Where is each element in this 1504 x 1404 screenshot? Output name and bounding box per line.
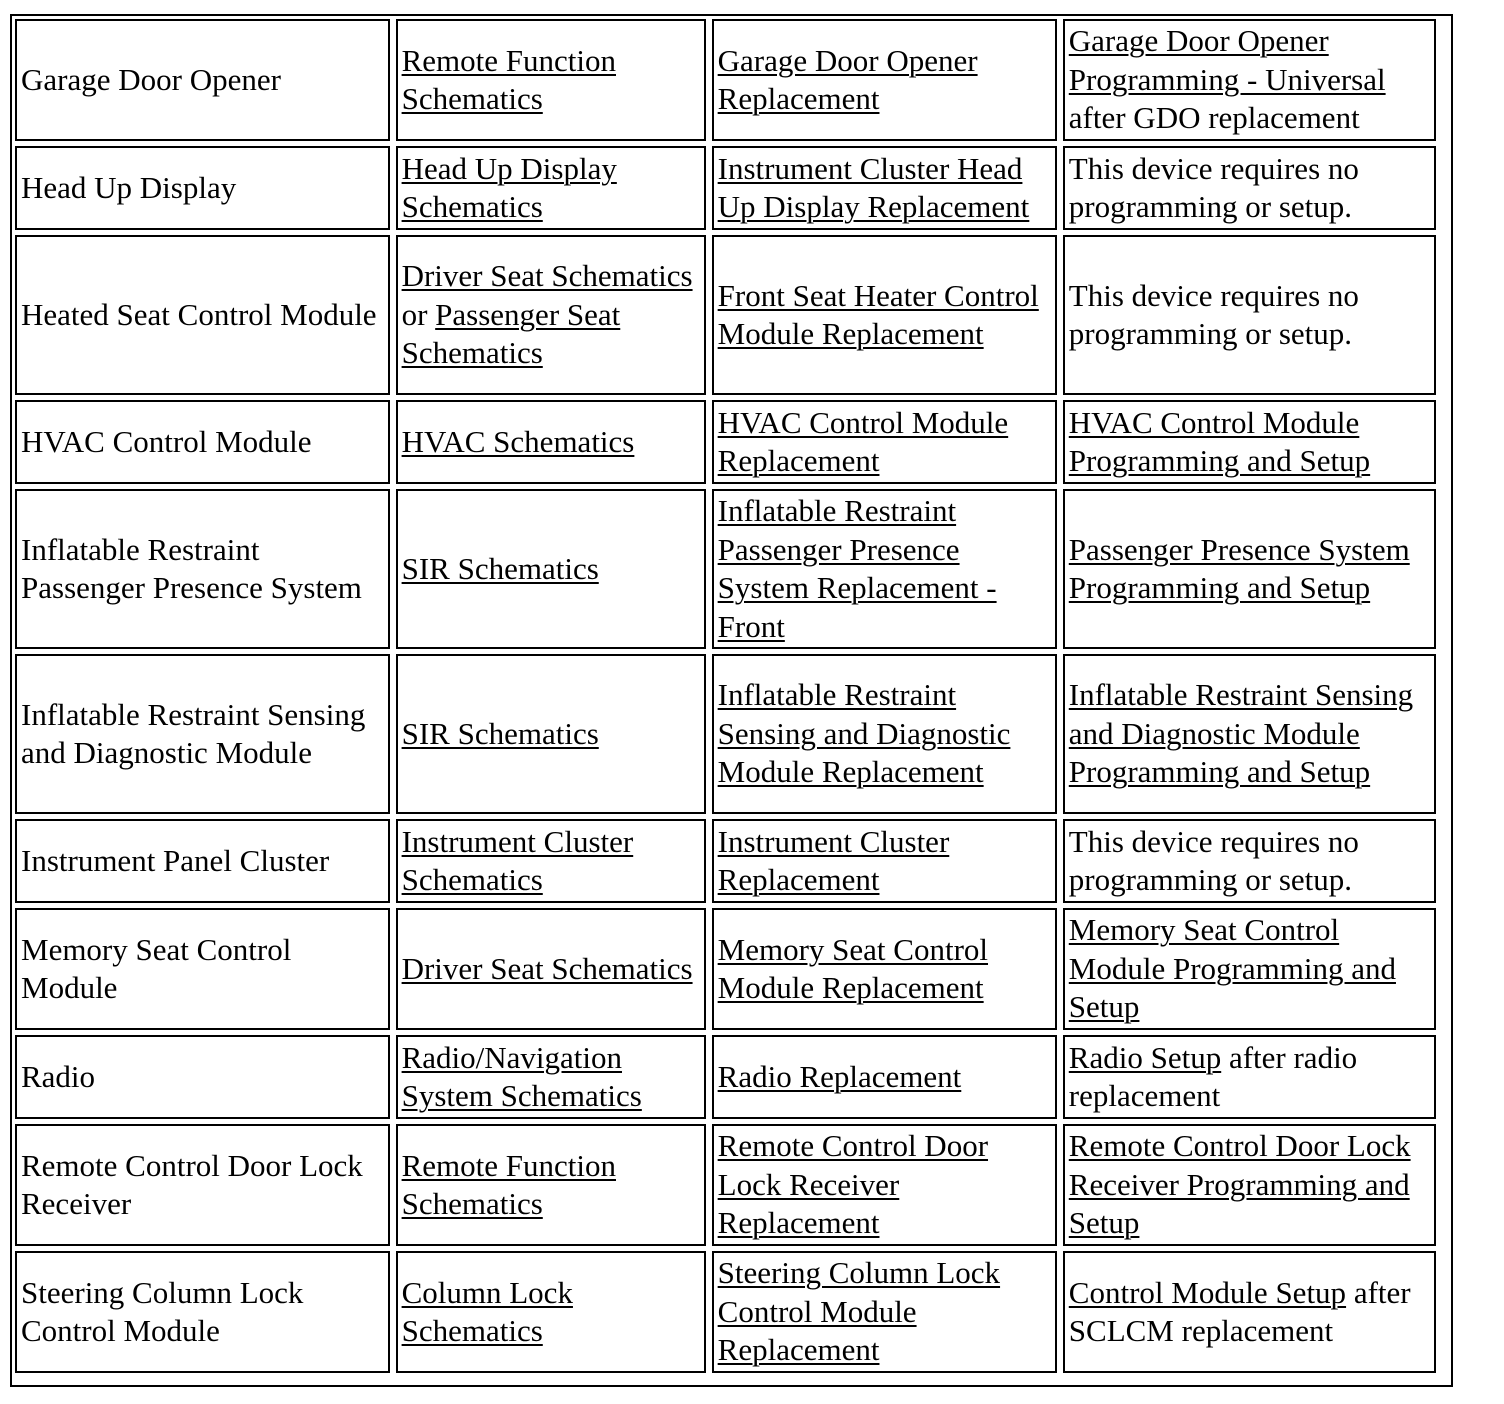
hvac-control-module-programming-and-setup-link[interactable]: HVAC Control Module Programming and Setup <box>1068 404 1371 478</box>
table-row <box>15 489 1436 649</box>
device-name: Radio <box>21 1058 96 1094</box>
radio-navigation-system-schematics-link[interactable]: Radio/Navigation System Schematics <box>401 1039 642 1113</box>
device-name: Inflatable Restraint Passenger Presence System <box>21 531 362 605</box>
programming-text: after GDO replacement <box>1068 100 1360 136</box>
schematics-cell <box>396 400 706 484</box>
schematics-cell <box>396 908 706 1030</box>
replacement-cell <box>712 1251 1057 1373</box>
programming-cell <box>1063 19 1436 141</box>
inflatable-restraint-sensing-and-diagnostic-module-programming-and-setup-link[interactable]: Inflatable Restraint Sensing and Diagnostic Module Programming and Setup <box>1068 677 1414 790</box>
programming-cell <box>1063 1035 1436 1119</box>
replacement-cell <box>712 819 1057 903</box>
programming-cell <box>1063 908 1436 1030</box>
table-row <box>15 819 1436 903</box>
replacement-cell <box>712 908 1057 1030</box>
schematics-cell <box>396 19 706 141</box>
steering-column-lock-control-module-replacement-link[interactable]: Steering Column Lock Control Module Replacement <box>717 1255 1001 1368</box>
instrument-cluster-replacement-link[interactable]: Instrument Cluster Replacement <box>717 823 950 897</box>
table-row <box>15 19 1436 141</box>
programming-text: after SCLCM replacement <box>1068 1274 1411 1348</box>
device-cell <box>15 400 390 484</box>
inflatable-restraint-passenger-presence-system-replacement-front-link[interactable]: Inflatable Restraint Passenger Presence System Replacement - Front <box>717 493 997 644</box>
table-row <box>15 654 1436 814</box>
device-name: Remote Control Door Lock Receiver <box>21 1147 363 1221</box>
device-cell <box>15 819 390 903</box>
table-frame <box>10 14 1453 1387</box>
device-cell <box>15 489 390 649</box>
device-name: Instrument Panel Cluster <box>21 842 330 878</box>
device-cell <box>15 1035 390 1119</box>
schematics-cell <box>396 489 706 649</box>
device-name: Steering Column Lock Control Module <box>21 1274 304 1348</box>
programming-cell <box>1063 400 1436 484</box>
schematics-cell <box>396 1124 706 1246</box>
sir-schematics-link[interactable]: SIR Schematics <box>401 550 599 586</box>
table-row <box>15 235 1436 395</box>
programming-text: This device requires no programming or setup. <box>1068 150 1359 224</box>
programming-cell <box>1063 235 1436 395</box>
device-cell <box>15 19 390 141</box>
replacement-cell <box>712 489 1057 649</box>
passenger-presence-system-programming-and-setup-link[interactable]: Passenger Presence System Programming and Setup <box>1068 531 1410 605</box>
instrument-cluster-head-up-display-replacement-link[interactable]: Instrument Cluster Head Up Display Replacement <box>717 150 1030 224</box>
device-name: Head Up Display <box>21 169 237 205</box>
programming-text: This device requires no programming or setup. <box>1068 277 1359 351</box>
replacement-cell <box>712 1124 1057 1246</box>
table-row <box>15 400 1436 484</box>
programming-text: after radio replacement <box>1068 1039 1358 1113</box>
device-cell <box>15 235 390 395</box>
schematics-cell <box>396 235 706 395</box>
device-cell <box>15 1124 390 1246</box>
remote-control-door-lock-receiver-programming-and-setup-link[interactable]: Remote Control Door Lock Receiver Programming and Setup <box>1068 1128 1411 1241</box>
table-row <box>15 908 1436 1030</box>
instrument-cluster-schematics-link[interactable]: Instrument Cluster Schematics <box>401 823 634 897</box>
hvac-schematics-link[interactable]: HVAC Schematics <box>401 423 635 459</box>
schematics-cell <box>396 1035 706 1119</box>
passenger-seat-schematics-link[interactable]: Passenger Seat Schematics <box>401 296 621 371</box>
table-row <box>15 1251 1436 1373</box>
programming-cell <box>1063 1124 1436 1246</box>
device-name: HVAC Control Module <box>21 423 312 459</box>
device-name: Garage Door Opener <box>21 61 281 97</box>
programming-cell <box>1063 654 1436 814</box>
driver-seat-schematics-link[interactable]: Driver Seat Schematics <box>401 950 693 986</box>
hvac-control-module-replacement-link[interactable]: HVAC Control Module Replacement <box>717 404 1009 478</box>
schematics-cell <box>396 654 706 814</box>
memory-seat-control-module-programming-and-setup-link[interactable]: Memory Seat Control Module Programming and Setup <box>1068 912 1396 1025</box>
sir-schematics-link[interactable]: SIR Schematics <box>401 715 599 751</box>
device-name: Memory Seat Control Module <box>21 931 292 1005</box>
radio-replacement-link[interactable]: Radio Replacement <box>717 1058 962 1094</box>
garage-door-opener-programming-universal-link[interactable]: Garage Door Opener Programming - Universal <box>1068 23 1386 97</box>
schematics-cell <box>396 1251 706 1373</box>
column-lock-schematics-link[interactable]: Column Lock Schematics <box>401 1274 573 1348</box>
head-up-display-schematics-link[interactable]: Head Up Display Schematics <box>401 150 617 224</box>
service-table <box>9 14 1442 1378</box>
radio-setup-link[interactable]: Radio Setup <box>1068 1039 1222 1075</box>
programming-cell <box>1063 146 1436 230</box>
schematics-cell <box>396 819 706 903</box>
replacement-cell <box>712 146 1057 230</box>
device-cell <box>15 908 390 1030</box>
memory-seat-control-module-replacement-link[interactable]: Memory Seat Control Module Replacement <box>717 931 989 1005</box>
table-row <box>15 1035 1436 1119</box>
driver-seat-schematics-link[interactable]: Driver Seat Schematics <box>401 258 693 294</box>
device-name: Inflatable Restraint Sensing and Diagnostic Module <box>21 696 366 770</box>
front-seat-heater-control-module-replacement-link[interactable]: Front Seat Heater Control Module Replacement <box>717 277 1039 351</box>
programming-cell <box>1063 819 1436 903</box>
table-row <box>15 1124 1436 1246</box>
replacement-cell <box>712 19 1057 141</box>
replacement-cell <box>712 654 1057 814</box>
programming-text: This device requires no programming or setup. <box>1068 823 1359 897</box>
table-row <box>15 146 1436 230</box>
device-cell <box>15 654 390 814</box>
inflatable-restraint-sensing-and-diagnostic-module-replacement-link[interactable]: Inflatable Restraint Sensing and Diagnostic Module Replacement <box>717 677 1011 790</box>
control-module-setup-link[interactable]: Control Module Setup <box>1068 1274 1347 1310</box>
replacement-cell <box>712 1035 1057 1119</box>
schematics-text: or <box>401 296 436 332</box>
schematics-cell <box>396 146 706 230</box>
remote-control-door-lock-receiver-replacement-link[interactable]: Remote Control Door Lock Receiver Replacement <box>717 1128 989 1241</box>
replacement-cell <box>712 235 1057 395</box>
device-cell <box>15 146 390 230</box>
garage-door-opener-replacement-link[interactable]: Garage Door Opener Replacement <box>717 42 978 116</box>
remote-function-schematics-link[interactable]: Remote Function Schematics <box>401 1147 616 1221</box>
remote-function-schematics-link[interactable]: Remote Function Schematics <box>401 42 616 116</box>
programming-cell <box>1063 489 1436 649</box>
programming-cell <box>1063 1251 1436 1373</box>
table-body <box>15 19 1436 1373</box>
device-name: Heated Seat Control Module <box>21 296 377 332</box>
replacement-cell <box>712 400 1057 484</box>
device-cell <box>15 1251 390 1373</box>
